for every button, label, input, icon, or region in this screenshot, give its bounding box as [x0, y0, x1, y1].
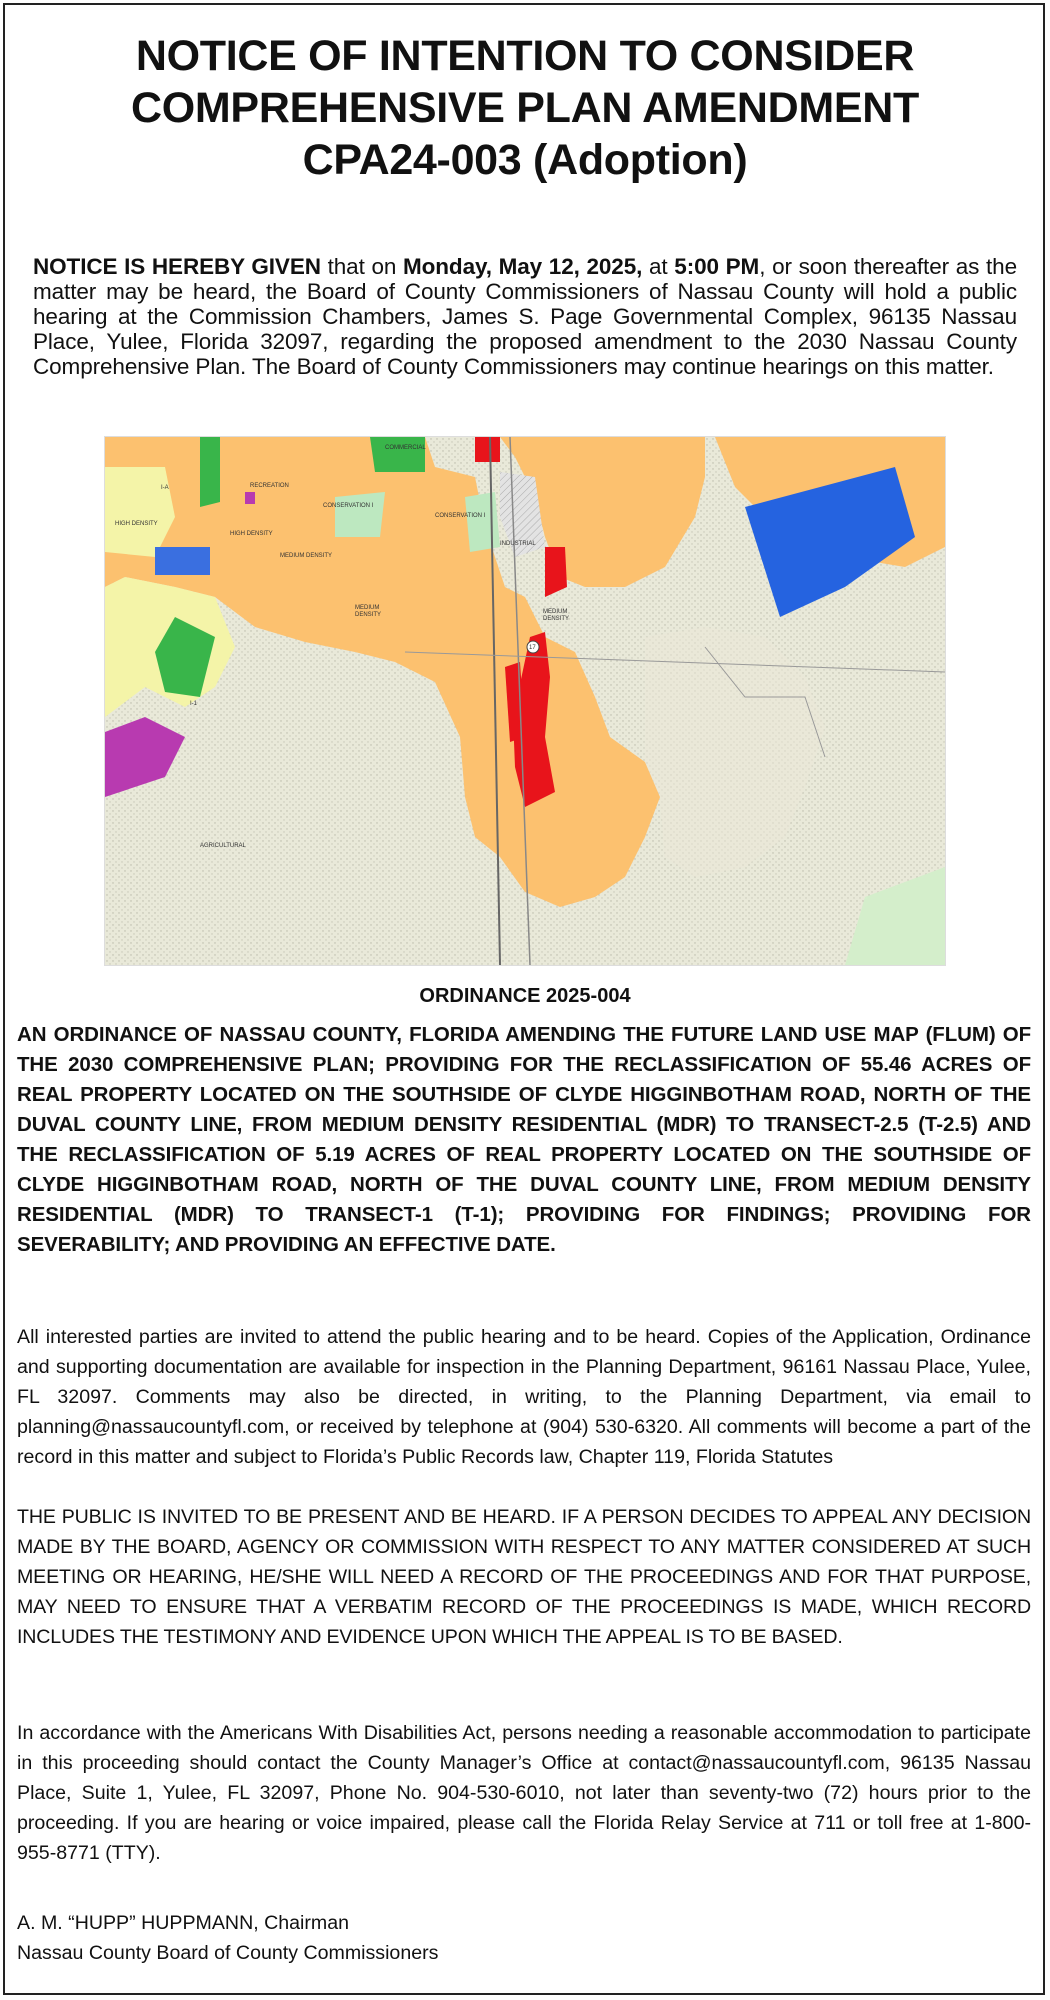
label-conservation-1: CONSERVATION I [323, 503, 374, 509]
title-line-2: COMPREHENSIVE PLAN AMENDMENT [131, 84, 919, 132]
conservation-parcel-2 [465, 492, 500, 552]
interested-parties-paragraph: All interested parties are invited to attend the public hearing and to be heard. Copies of the Application, Ordinance and supporting documentation are available for inspection in the Planning Department, 96161 Nassau Place, Yulee, FL 32097. Comments may also be directed, in writing, to the Planning Department, via email to planning@nassaucountyfl.com, or received by telephone at (904) 530-6320. All comments will become a part of the record in this matter and subject to Florida’s Public Records law, Chapter 119, Florida Statutes [17, 1326, 1031, 1468]
label-density-residential: DENSITY [543, 616, 570, 622]
commercial-north [475, 437, 500, 462]
signature-name: A. M. “HUPP” HUPPMANN, Chairman [17, 1912, 350, 1934]
conservation-strip [200, 437, 220, 507]
intro-lead: NOTICE IS HEREBY GIVEN [33, 254, 321, 279]
title-line-1: NOTICE OF INTENTION TO CONSIDER [135, 32, 915, 80]
ada-paragraph: In accordance with the Americans With Disabilities Act, persons needing a reasonable accommodation to participate in this proceeding should contact the County Manager’s Office at contact@nassaucountyfl.com, 96135 Nassau Place, Suite 1, Yulee, FL 32097, Phone No. 904-530-6010, not later than seventy-two (72) hours prior to the proceeding. If you are hearing or voice impaired, please call the Florida Relay Service at 711 or toll free at 1-800-955-8771 (TTY). [17, 1722, 1031, 1864]
future-land-use-map [104, 436, 946, 966]
conservation-parcel [335, 492, 385, 537]
ordinance-body: AN ORDINANCE OF NASSAU COUNTY, FLORIDA AMENDING THE FUTURE LAND USE MAP (FLUM) OF THE 2030 COMPREHENSIVE PLAN; PROVIDING FOR THE RECLASSIFICATION OF 55.46 ACRES OF REAL PROPERTY LOCATED ON THE SOUTHSIDE OF CLYDE HIGGINBOTHAM ROAD, NORTH OF THE DUVAL COUNTY LINE, FROM MEDIUM DENSITY RESIDENTIAL (MDR) TO TRANSECT-2.5 (T-2.5) AND THE RECLASSIFICATION OF 5.19 ACRES OF REAL PROPERTY LOCATED ON THE SOUTHSIDE OF CLYDE HIGGINBOTHAM ROAD, NORTH OF THE DUVAL COUNTY LINE, FROM MEDIUM DENSITY RESIDENTIAL (MDR) TO TRANSECT-1 (T-1); PROVIDING FOR FINDINGS; PROVIDING FOR SEVERABILITY; AND PROVIDING AN EFFECTIVE DATE. [17, 1023, 1031, 1256]
label-agricultural: AGRICULTURAL [200, 843, 246, 849]
hearing-date: Monday, May 12, 2025, [403, 254, 643, 279]
intro-text-1: that on [320, 254, 403, 279]
title-line-3: CPA24-003 (Adoption) [302, 136, 748, 184]
label-route-17: 17 [529, 645, 536, 651]
label-medium-density-res: MEDIUM DENSITY [280, 553, 333, 559]
label-high-density-2: HIGH DENSITY [230, 531, 273, 537]
label-medium: MEDIUM [355, 605, 380, 611]
intro-paragraph [33, 254, 1017, 379]
map-graphic [105, 437, 945, 965]
intro-text-2: at [642, 254, 675, 279]
label-density: DENSITY [355, 612, 382, 618]
recreation-parcel [245, 492, 255, 504]
conservation-north [370, 437, 425, 472]
label-commercial: COMMERCIAL [385, 445, 426, 451]
high-density-west [155, 547, 210, 575]
label-medium-residential: MEDIUM [543, 609, 568, 615]
signature-org: Nassau County Board of County Commissioners [17, 1942, 439, 1964]
signature-block [17, 1908, 438, 1968]
notice-title [0, 30, 1050, 186]
public-appeal-paragraph: THE PUBLIC IS INVITED TO BE PRESENT AND BE HEARD. IF A PERSON DECIDES TO APPEAL ANY DECISION MADE BY THE BOARD, AGENCY OR COMMISSION WITH RESPECT TO ANY MATTER CONSIDERED AT SUCH MEETING OR HEARING, HE/SHE WILL NEED A RECORD OF THE PROCEEDINGS AND FOR THAT PURPOSE, MAY NEED TO ENSURE THAT A VERBATIM RECORD OF THE PROCEEDINGS IS MADE, WHICH RECORD INCLUDES THE TESTIMONY AND EVIDENCE UPON WHICH THE APPEAL IS TO BE BASED. [17, 1506, 1031, 1648]
intro-text-3: , or soon thereafter as the matter may be heard, the Board of County Commissioners of Nassau County will hold a public hearing at the Commission Chambers, James S. Page Governmental Complex, 96135 Nassau Place, Yulee, Florida 32097, regarding the proposed amendment to the 2030 Nassau County Comprehensive Plan. The Board of County Commissioners may continue hearings on this matter. [33, 254, 1017, 379]
label-i-a: I-A [161, 485, 169, 491]
label-high-density: HIGH DENSITY [115, 521, 158, 527]
hearing-time: 5:00 PM [674, 254, 760, 279]
label-recreation: RECREATION [250, 483, 289, 489]
label-i-1: I-1 [190, 701, 198, 707]
ordinance-title: ORDINANCE 2025-004 [419, 985, 631, 1007]
label-conservation-i: CONSERVATION I [435, 513, 486, 519]
label-industrial: INDUSTRIAL [500, 541, 536, 547]
